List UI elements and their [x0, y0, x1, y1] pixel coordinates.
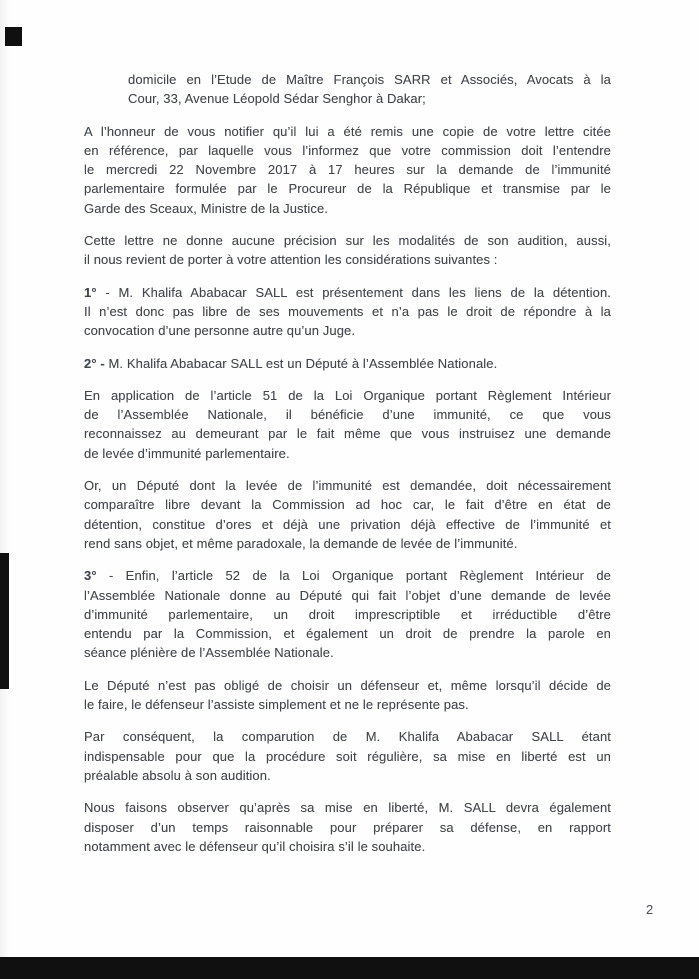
paragraph [84, 566, 611, 662]
left-edge-shading [0, 0, 10, 979]
text-line: Nous faisons observer qu’après sa mise en liberté, M. SALL devra également [84, 800, 611, 816]
paragraph-number-lead: 2° - [84, 355, 105, 371]
text-line: Le Député n’est pas obligé de choisir un défenseur et, même lorsqu’il décide de [84, 677, 611, 693]
paragraph [84, 476, 611, 553]
text-line: En application de l’article 51 de la Loi Organique portant Règlement Intérieur [84, 387, 611, 403]
text-line: séance plénière de l’Assemblée Nationale. [84, 645, 334, 661]
paragraph [84, 676, 611, 715]
paragraph [84, 386, 611, 463]
text-line: Cette lettre ne donne aucune précision sur les modalités de son audition, aussi, [84, 233, 611, 249]
paragraph [84, 798, 611, 856]
paragraph [84, 727, 611, 785]
text-line: parlementaire formulée par le Procureur de la République et transmise par le [84, 181, 611, 197]
text-line: 3° - Enfin, l’article 52 de la Loi Organique portant Règlement Intérieur de [84, 568, 611, 584]
text-line: détention, constitue d’ores et déjà une privation déjà effective de l’immunité et [84, 516, 611, 532]
text-line: Cour, 33, Avenue Léopold Sédar Senghor à Dakar; [128, 91, 426, 107]
document-body [84, 70, 611, 869]
text-line: le faire, le défenseur l’assiste simplement et ne le représente pas. [84, 697, 469, 713]
text-line: reconnaissez au demeurant par le fait même que vous instruisez une demande [84, 426, 611, 442]
text-line: il nous revient de porter à votre attention les considérations suivantes : [84, 252, 498, 268]
text-line: d’immunité parlementaire, un droit imprescriptible et irréductible d’être [84, 606, 611, 622]
text-line: en référence, par laquelle vous l’informez que votre commission doit l’entendre [84, 142, 611, 158]
text-line: disposer d’un temps raisonnable pour préparer sa défense, en rapport [84, 819, 611, 835]
paragraph [84, 122, 611, 218]
text-line: de levée d’immunité parlementaire. [84, 445, 290, 461]
paragraph [84, 354, 611, 373]
scan-artifact-bottom-bar [0, 957, 699, 979]
text-line: Il n’est donc pas libre de ses mouvements et n’a pas le droit de répondre à la [84, 303, 611, 319]
text-line: notamment avec le défenseur qu’il choisira s’il le souhaite. [84, 838, 426, 854]
paragraph [84, 231, 611, 270]
text-line: comparaître libre devant la Commission ad hoc car, le fait d’être en état de [84, 497, 611, 513]
text-line: de l’Assemblée Nationale, il bénéficie d’une immunité, ce que vous [84, 407, 611, 423]
paragraph [128, 70, 611, 109]
text-line: rend sans objet, et même paradoxale, la demande de levée de l’immunité. [84, 535, 518, 551]
text-line: Garde des Sceaux, Ministre de la Justice. [84, 200, 328, 216]
text-line: Or, un Député dont la levée de l’immunité est demandée, doit nécessairement [84, 478, 611, 494]
text-line: Par conséquent, la comparution de M. Khalifa Ababacar SALL étant [84, 729, 611, 745]
text-line: 2° - M. Khalifa Ababacar SALL est un Député à l’Assemblée Nationale. [84, 355, 498, 371]
text-line: entendu par la Commission, et également un droit de prendre la parole en [84, 626, 611, 642]
page-number: 2 [646, 902, 654, 917]
text-line: domicile en l’Etude de Maître François SARR et Associés, Avocats à la [128, 72, 611, 87]
text-line: convocation d’une personne autre qu’un Juge. [84, 323, 356, 339]
paragraph-number-lead: 1° [84, 284, 97, 300]
text-line: l’Assemblée Nationale donne au Député qui fait l’objet d’une demande de levée [84, 587, 611, 603]
text-line: préalable absolu à son audition. [84, 767, 271, 783]
text-line: A l’honneur de vous notifier qu’il lui a été remis une copie de votre lettre citée [84, 123, 611, 139]
scan-artifact-corner-mark [5, 27, 22, 46]
paragraph-number-lead: 3° [84, 568, 97, 584]
text-line: le mercredi 22 Novembre 2017 à 17 heures sur la demande de l’immunité [84, 162, 611, 178]
paragraph [84, 283, 611, 341]
text-line: 1° - M. Khalifa Ababacar SALL est présentement dans les liens de la détention. [84, 284, 611, 300]
scan-artifact-left-bar [0, 553, 9, 689]
text-line: indispensable pour que la procédure soit régulière, sa mise en liberté est un [84, 748, 611, 764]
